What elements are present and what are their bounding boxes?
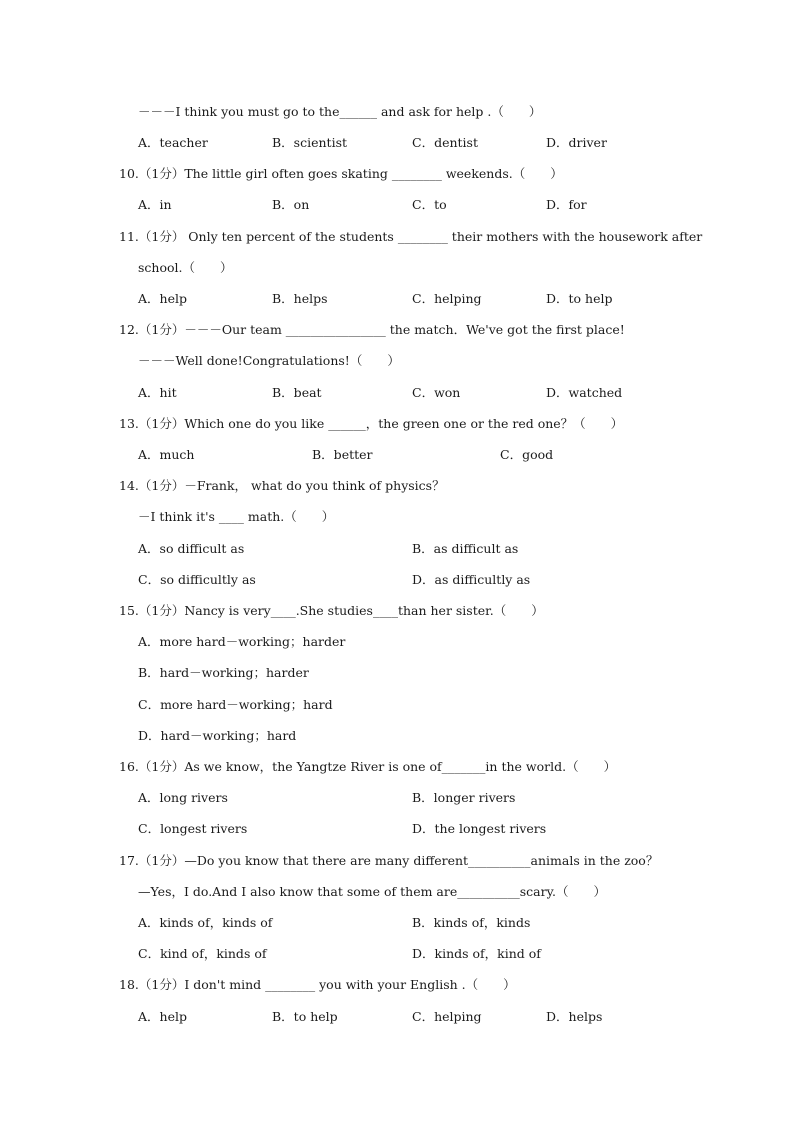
question-18-stem: 18.（1分）I don't mind ________ you with your English .（ ） (119, 977, 516, 992)
option-b[interactable]: B．kinds of，kinds (412, 915, 531, 930)
option-a[interactable]: A．so difficult as (138, 541, 245, 556)
question-9-line-1: －－－I think you must go to the______ and ask for help .（ ） (138, 104, 542, 119)
option-b[interactable]: B．as difficult as (412, 541, 519, 556)
option-d[interactable]: D．for (546, 197, 587, 212)
question-10-stem: 10.（1分）The little girl often goes skating ________ weekends.（ ） (119, 166, 563, 181)
option-a[interactable]: A．much (138, 447, 195, 462)
option-c[interactable]: C．kind of，kinds of (138, 946, 267, 961)
option-b[interactable]: B．helps (272, 291, 328, 306)
option-a[interactable]: A．help (138, 1009, 187, 1024)
option-d[interactable]: D．kinds of，kind of (412, 946, 541, 961)
option-b[interactable]: B．to help (272, 1009, 338, 1024)
option-c[interactable]: C．to (412, 197, 447, 212)
option-a[interactable]: A．teacher (138, 135, 208, 150)
option-c[interactable]: C．dentist (412, 135, 478, 150)
question-14-stem: 14.（1分）－Frank， what do you think of physics？ (119, 478, 445, 493)
option-d[interactable]: D．driver (546, 135, 607, 150)
option-b[interactable]: B．scientist (272, 135, 348, 150)
question-16-stem: 16.（1分）As we know，the Yangtze River is one of_______in the world.（ ） (119, 759, 617, 774)
option-d[interactable]: D．the longest rivers (412, 821, 547, 836)
option-c[interactable]: C．won (412, 385, 461, 400)
question-14-stem-cont: －I think it's ____ math.（ ） (138, 509, 335, 524)
option-a[interactable]: A．in (138, 197, 172, 212)
option-d[interactable]: D．hard－working；hard (138, 728, 297, 743)
question-11-stem-cont: school.（ ） (138, 260, 233, 275)
option-a[interactable]: A．more hard－working；harder (138, 634, 346, 649)
option-c[interactable]: C．good (500, 447, 554, 462)
question-11-stem: 11.（1分） Only ten percent of the students ________ their mothers with the housework after (119, 229, 703, 244)
option-b[interactable]: B．longer rivers (412, 790, 516, 805)
option-c[interactable]: C．helping (412, 1009, 482, 1024)
question-12-stem-cont: －－－Well done!Congratulations!（ ） (138, 353, 400, 368)
option-c[interactable]: C．more hard－working；hard (138, 697, 333, 712)
option-c[interactable]: C．longest rivers (138, 821, 248, 836)
question-12-stem: 12.（1分）－－－Our team ________________ the match．We've got the first place! (119, 322, 625, 337)
option-b[interactable]: B．beat (272, 385, 322, 400)
option-c[interactable]: C．so difficultly as (138, 572, 256, 587)
option-a[interactable]: A．help (138, 291, 187, 306)
option-d[interactable]: D．as difficultly as (412, 572, 531, 587)
option-c[interactable]: C．helping (412, 291, 482, 306)
question-15-stem: 15.（1分）Nancy is very____.She studies____than her sister.（ ） (119, 603, 544, 618)
option-b[interactable]: B．on (272, 197, 310, 212)
option-d[interactable]: D．watched (546, 385, 623, 400)
option-b[interactable]: B．hard－working；harder (138, 665, 309, 680)
question-13-stem: 13.（1分）Which one do you like ______，the green one or the red one？（ ） (119, 416, 624, 431)
question-17-stem-cont: —Yes，I do.And I also know that some of them are__________scary.（ ） (138, 884, 606, 899)
option-b[interactable]: B．better (312, 447, 373, 462)
option-a[interactable]: A．hit (138, 385, 177, 400)
option-d[interactable]: D．helps (546, 1009, 603, 1024)
question-17-stem: 17.（1分）—Do you know that there are many different__________animals in the zoo？ (119, 853, 659, 868)
option-d[interactable]: D．to help (546, 291, 613, 306)
option-a[interactable]: A．kinds of，kinds of (138, 915, 273, 930)
option-a[interactable]: A．long rivers (138, 790, 228, 805)
